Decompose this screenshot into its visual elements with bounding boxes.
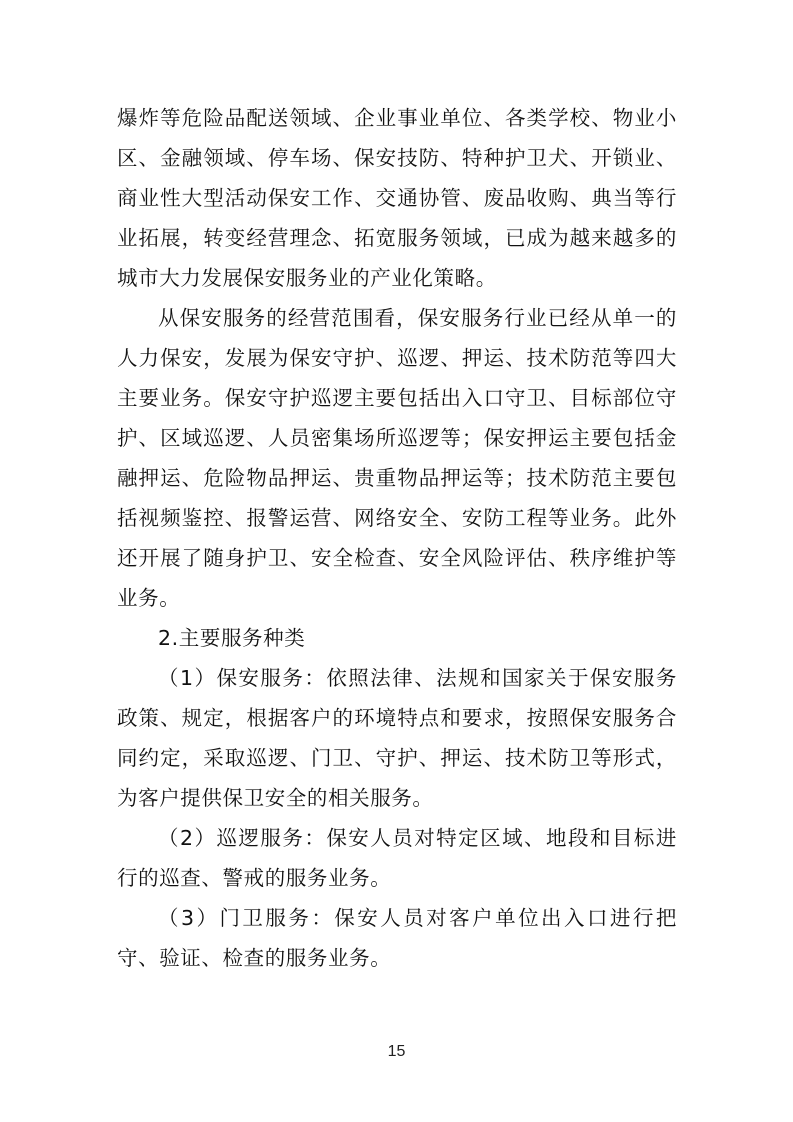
paragraph-business-scope: 从保安服务的经营范围看，保安服务行业已经从单一的人力保安，发展为保安守护、巡逻、押运、技术防范等四大主要业务。保安守护巡逻主要包括出入口守卫、目标部位守护、区域巡逻、人员密集场所巡逻等；保安押运主要包括金融押运、危险物品押运、贵重物品押运等；技术防范主要包括视频鉴控、报警运营、网络安全、安防工程等业务。此外还开展了随身护卫、安全检查、安全风险评估、秩序维护等业务。 <box>117 306 677 610</box>
paragraph-continuation: 爆炸等危险品配送领域、企业事业单位、各类学校、物业小区、金融领域、停车场、保安技防、特种护卫犬、开锁业、商业性大型活动保安工作、交通协管、废品收购、典当等行业拓展，转变经营理念、拓宽服务领域，已成为越来越多的城市大力发展保安服务业的产业化策略。 <box>117 106 677 290</box>
paragraph-patrol-service: （2）巡逻服务：保安人员对特定区域、地段和目标进行的巡查、警戒的服务业务。 <box>117 826 677 890</box>
paragraph-gate-service: （3）门卫服务：保安人员对客户单位出入口进行把守、验证、检查的服务业务。 <box>117 906 677 970</box>
page-number: 15 <box>387 1043 406 1060</box>
paragraph-security-service: （1）保安服务：依照法律、法规和国家关于保安服务政策、规定，根据客户的环境特点和要求，按照保安服务合同约定，采取巡逻、门卫、守护、押运、技术防卫等形式，为客户提供保卫安全的相关服务。 <box>117 666 677 810</box>
body-text <box>117 98 677 978</box>
section-heading-service-types: 2.主要服务种类 <box>158 626 306 650</box>
